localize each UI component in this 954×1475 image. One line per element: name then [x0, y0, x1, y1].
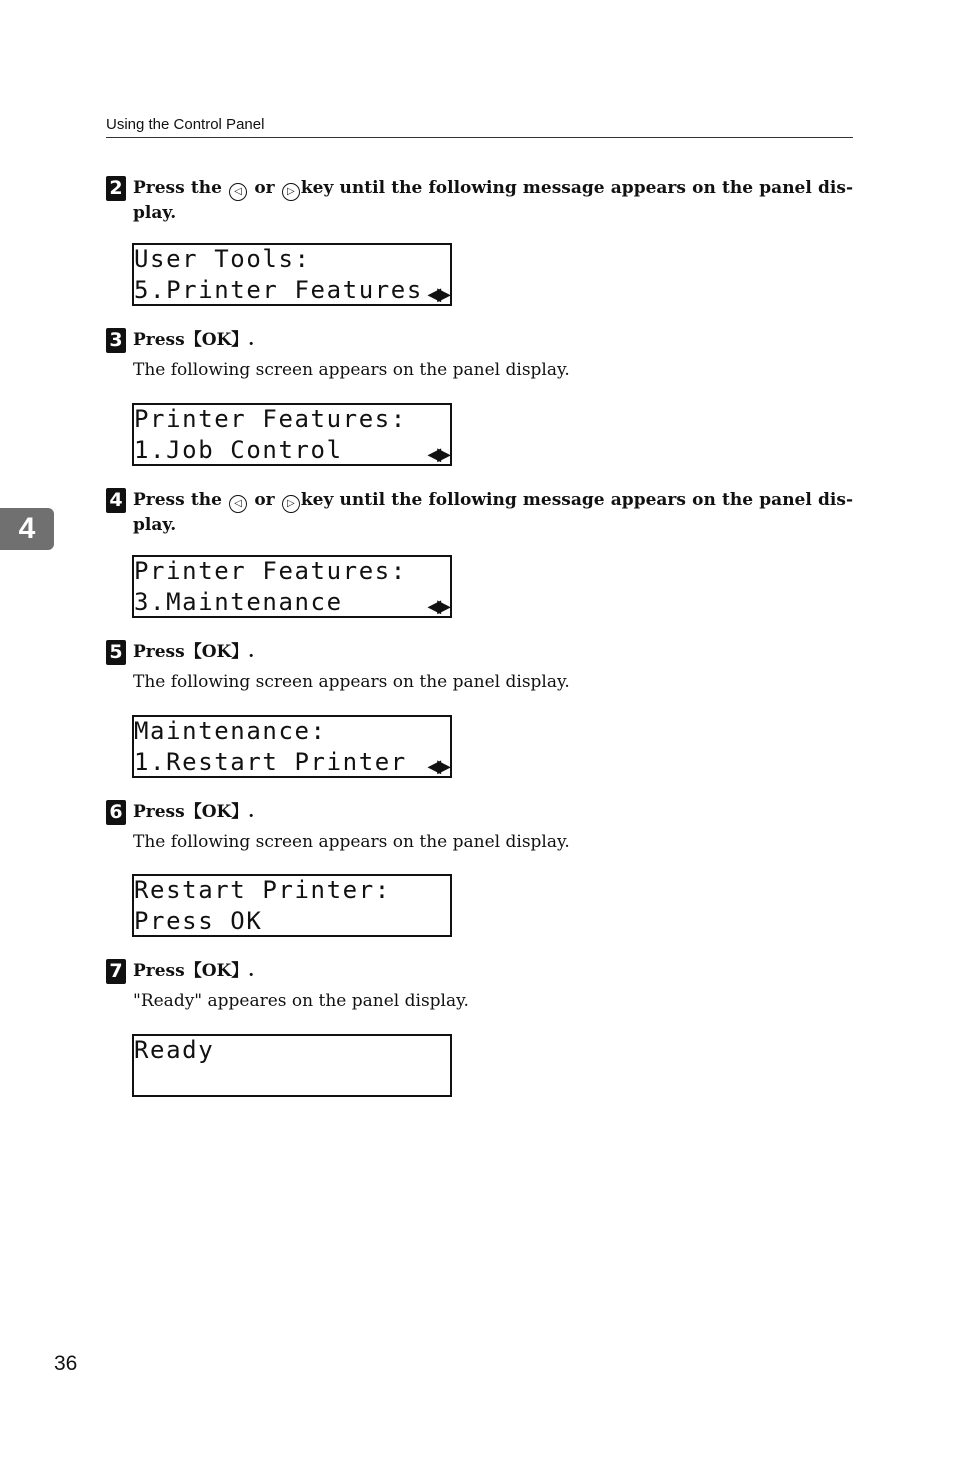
running-header: Using the Control Panel — [106, 116, 853, 138]
step-6 — [106, 800, 853, 853]
step-7 — [106, 959, 853, 1012]
display-line-1: Maintenance: — [134, 717, 327, 745]
instruction-part: Press the — [133, 490, 229, 510]
panel-display — [132, 243, 452, 306]
step-instruction: Press【OK】. — [133, 802, 255, 822]
step-description: The following screen appears on the panel display. — [133, 672, 570, 692]
step-number: 3 — [106, 328, 126, 353]
step-4 — [106, 488, 853, 538]
instruction-part: key until the following message appears on the panel dis-play. — [133, 178, 854, 223]
scroll-arrows-icon: ◀▶ — [427, 756, 447, 777]
page-number: 36 — [54, 1352, 78, 1375]
display-line-1: Ready — [134, 1036, 215, 1064]
display-line-2: 5.Printer Features — [134, 276, 423, 304]
instruction-part: Press the — [133, 178, 229, 198]
scroll-arrows-icon: ◀▶ — [427, 444, 447, 465]
step-number: 4 — [106, 488, 126, 513]
step-number: 2 — [106, 176, 126, 201]
panel-display — [132, 403, 452, 466]
left-key-icon: ◁ — [229, 495, 247, 513]
display-line-1: Printer Features: — [134, 405, 407, 433]
panel-display — [132, 874, 452, 937]
panel-display — [132, 715, 452, 778]
chapter-tab: 4 — [0, 508, 54, 550]
step-instruction: Press【OK】. — [133, 642, 255, 662]
step-instruction — [133, 488, 853, 538]
instruction-part: or — [248, 490, 281, 510]
step-number: 5 — [106, 640, 126, 665]
step-number: 6 — [106, 800, 126, 825]
instruction-part: key until the following message appears on the panel dis-play. — [133, 490, 854, 535]
step-5 — [106, 640, 853, 693]
step-instruction: Press【OK】. — [133, 330, 255, 350]
display-line-2: 1.Restart Printer — [134, 748, 407, 776]
display-line-2: 1.Job Control — [134, 436, 343, 464]
step-description: The following screen appears on the panel display. — [133, 360, 570, 380]
right-key-icon: ▷ — [282, 495, 300, 513]
step-3 — [106, 328, 853, 381]
panel-display — [132, 1034, 452, 1097]
step-description: The following screen appears on the panel display. — [133, 832, 570, 852]
step-description: "Ready" appeares on the panel display. — [133, 991, 469, 1011]
panel-display — [132, 555, 452, 618]
step-2 — [106, 176, 853, 226]
scroll-arrows-icon: ◀▶ — [427, 284, 447, 305]
scroll-arrows-icon: ◀▶ — [427, 596, 447, 617]
display-line-1: User Tools: — [134, 245, 311, 273]
left-key-icon: ◁ — [229, 183, 247, 201]
display-line-2: Press OK — [134, 907, 263, 935]
display-line-2: 3.Maintenance — [134, 588, 343, 616]
right-key-icon: ▷ — [282, 183, 300, 201]
step-instruction: Press【OK】. — [133, 961, 255, 981]
display-line-1: Restart Printer: — [134, 876, 391, 904]
step-number: 7 — [106, 959, 126, 984]
display-line-1: Printer Features: — [134, 557, 407, 585]
step-instruction — [133, 176, 853, 226]
instruction-part: or — [248, 178, 281, 198]
